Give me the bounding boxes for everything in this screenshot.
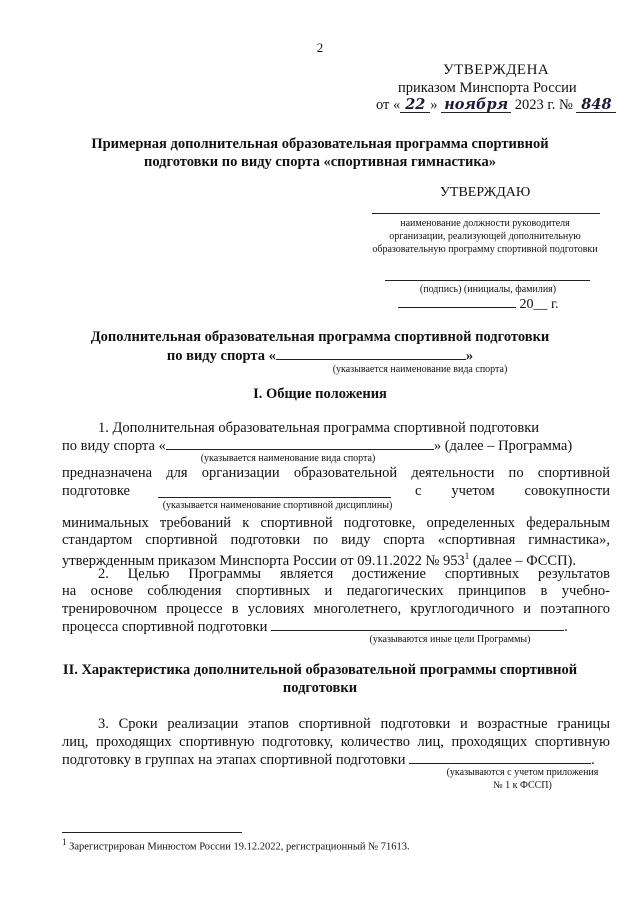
footnote-rule: [62, 832, 242, 833]
para-3-line-3-b: .: [591, 752, 595, 768]
para-1-line-4-a: подготовке: [62, 483, 130, 499]
approve-caption-2: организации, реализующей дополнительную: [389, 231, 581, 242]
approve-caption-3: образовательную программу спортивной подготовки: [372, 244, 598, 255]
para-2-line-2: на основе соблюдения спортивных и педагогических принципов в учебно-: [62, 583, 610, 599]
para-1-line-4-b: с учетом совокупности: [415, 483, 610, 499]
footnote-ref-1: 1: [464, 551, 470, 561]
para-2-line-4-a: процесса спортивной подготовки: [62, 619, 268, 635]
para-2-goals-blank: [271, 617, 564, 631]
para-1-line-5: минимальных требований к спортивной подготовке, определенных федеральным: [62, 515, 610, 531]
date-prefix: от «: [376, 97, 401, 113]
program-title-prefix: по виду спорта «: [166, 348, 276, 364]
para-3-line-1: 3. Сроки реализации этапов спортивной подготовки и возрастные границы: [98, 716, 610, 732]
para-3-caption-1: (указываются с учетом приложения: [446, 767, 599, 778]
para-3-blank: [409, 750, 591, 764]
program-title-caption: (указывается наименование вида спорта): [332, 364, 508, 375]
para-1-line-2-b: » (далее – Программа): [433, 438, 573, 454]
section-2-heading-line-1: II. Характеристика дополнительной образовательной программы спортивной: [62, 662, 578, 678]
para-1-caption-2: (указывается наименование спортивной дисциплины): [162, 500, 393, 511]
document-title-line-1: Примерная дополнительная образовательная программа спортивной: [91, 136, 549, 152]
para-3-line-3-a: подготовку в группах на этапах спортивной подготовки: [62, 752, 406, 768]
para-3-caption-2: № 1 к ФССП): [493, 780, 552, 791]
section-1-heading: I. Общие положения: [253, 386, 387, 402]
position-blank-line: [372, 213, 600, 214]
page-number: 2: [316, 40, 324, 55]
document-title: [60, 135, 580, 171]
section-2-heading: [50, 661, 590, 697]
year-and-number: 2023 г. №: [514, 97, 573, 113]
para-2-line-1: 2. Целью Программы является достижение спортивных результатов: [98, 566, 610, 582]
sport-name-blank: [276, 346, 466, 360]
date-mid: »: [430, 97, 438, 113]
approval-order-line: приказом Минспорта России: [398, 80, 577, 96]
para-1-caption-1: (указывается наименование вида спорта): [200, 453, 376, 464]
approve-captions: [360, 217, 610, 256]
para-3-captions: [435, 766, 610, 792]
para-1-discipline-blank: [158, 484, 391, 498]
handwritten-month: ноября: [441, 98, 511, 113]
approve-word: УТВЕРЖДАЮ: [440, 185, 531, 200]
signature-blank-line: [385, 280, 590, 281]
para-1-line-2-a: по виду спорта «: [62, 438, 166, 454]
para-2-line-4-b: .: [564, 619, 568, 635]
para-3-line-2: лиц, проходящих спортивную подготовку, количество лиц, проходящих спортивную: [62, 734, 610, 750]
para-2-line-3: тренировочном процессе в условиях многолетнего, круглогодичного и поэтапного: [62, 601, 610, 617]
para-1-line-6: стандартом спортивной подготовки по виду спорта «спортивная гимнастика»,: [62, 532, 610, 548]
program-title-suffix: »: [465, 348, 474, 364]
para-1-line-3: предназначена для организации образовательной деятельности по спортивной: [62, 465, 610, 481]
para-1-sport-blank: [166, 436, 434, 450]
para-1-line-7-a: утвержденным приказом Минспорта России от 09.11.2022 № 953: [62, 552, 465, 569]
approval-title: УТВЕРЖДЕНА: [443, 62, 550, 78]
approve-caption-1: наименование должности руководителя: [400, 218, 570, 229]
footnote: [62, 837, 410, 853]
approve-date-suffix: 20__ г.: [519, 297, 559, 312]
para-1-line-7-b: (далее – ФССП).: [469, 552, 576, 569]
footnote-mark: 1: [62, 837, 67, 847]
document-title-line-2: подготовки по виду спорта «спортивная гимнастика»: [143, 154, 496, 170]
footnote-text: Зарегистрирован Минюстом России 19.12.2022, регистрационный № 71613.: [66, 841, 410, 853]
approve-date-line: [398, 294, 559, 313]
approve-date-blank: [398, 294, 516, 308]
program-title-line-1: Дополнительная образовательная программа спортивной подготовки: [90, 329, 550, 345]
program-title: [60, 328, 580, 365]
handwritten-number: 848: [576, 98, 616, 113]
handwritten-day: 22: [400, 98, 430, 113]
para-2-caption: (указываются иные цели Программы): [369, 634, 531, 645]
section-2-heading-line-2: подготовки: [282, 680, 358, 696]
signature-caption: (подпись) (инициалы, фамилия): [419, 284, 557, 295]
para-1-line-1: 1. Дополнительная образовательная программа спортивной подготовки: [98, 420, 540, 436]
approval-date-line: [376, 97, 616, 114]
